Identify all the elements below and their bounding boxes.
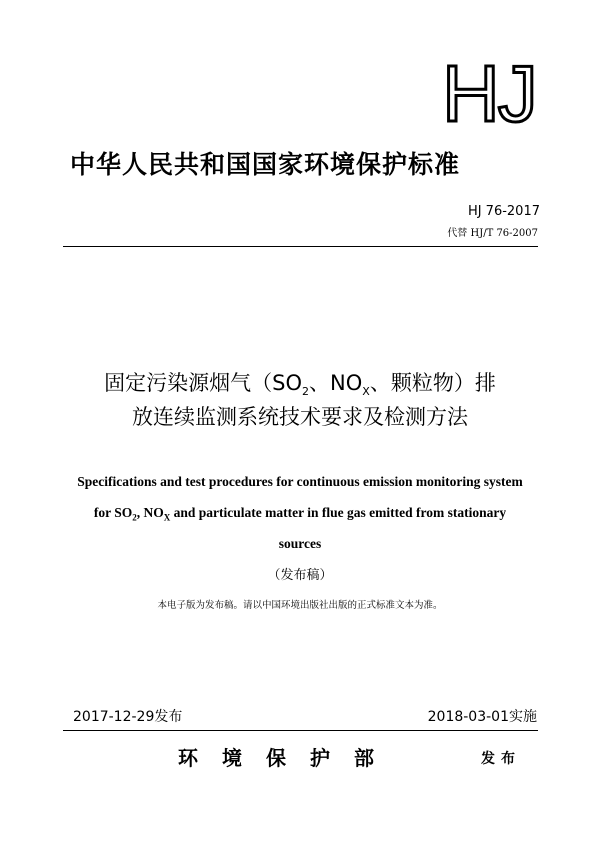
chinese-title-part-2: 、NO	[309, 371, 363, 395]
issuing-authority: 环境保护部	[178, 746, 398, 770]
electronic-version-notice: 本电子版为发布稿。请以中国环境出版社出版的正式标准文本为准。	[157, 600, 443, 611]
english-title-line-1: Specifications and test procedures for continuous emission monitoring system	[77, 474, 523, 489]
issued-label: 发布	[481, 751, 521, 767]
english-title-part-rest: and particulate matter in flue gas emitted from stationary	[170, 505, 507, 520]
english-title	[40, 466, 560, 559]
english-title-subscript-1: 2	[132, 512, 137, 523]
hj-logo: HJ	[442, 49, 536, 138]
chinese-title-subscript-2: X	[362, 385, 370, 399]
english-title-part-for: for SO	[93, 505, 133, 520]
implementation-date: 2018-03-01实施	[427, 709, 537, 725]
chinese-title-line-2: 放连续监测系统技术要求及检测方法	[132, 405, 468, 429]
english-title-subscript-2: X	[163, 512, 171, 523]
bottom-divider	[63, 730, 538, 731]
english-title-line-2	[40, 497, 560, 528]
english-title-line-3: sources	[278, 536, 322, 551]
standard-organization-title: 中华人民共和国国家环境保护标准	[70, 150, 461, 179]
chinese-title-subscript-1: 2	[302, 385, 310, 399]
issue-date: 2017-12-29发布	[73, 709, 183, 725]
replaces-standard: 代替 HJ/T 76-2007	[447, 228, 538, 239]
chinese-title-part-1: 固定污染源烟气（SO	[104, 371, 303, 395]
chinese-title-line-1	[58, 366, 542, 400]
standard-number: HJ 76-2017	[467, 204, 540, 219]
draft-status: （发布稿）	[267, 568, 333, 583]
chinese-title-part-3: 、颗粒物）排	[369, 371, 496, 395]
english-title-part-mid: , NO	[136, 505, 164, 520]
top-divider	[63, 246, 538, 247]
chinese-title	[58, 366, 542, 434]
